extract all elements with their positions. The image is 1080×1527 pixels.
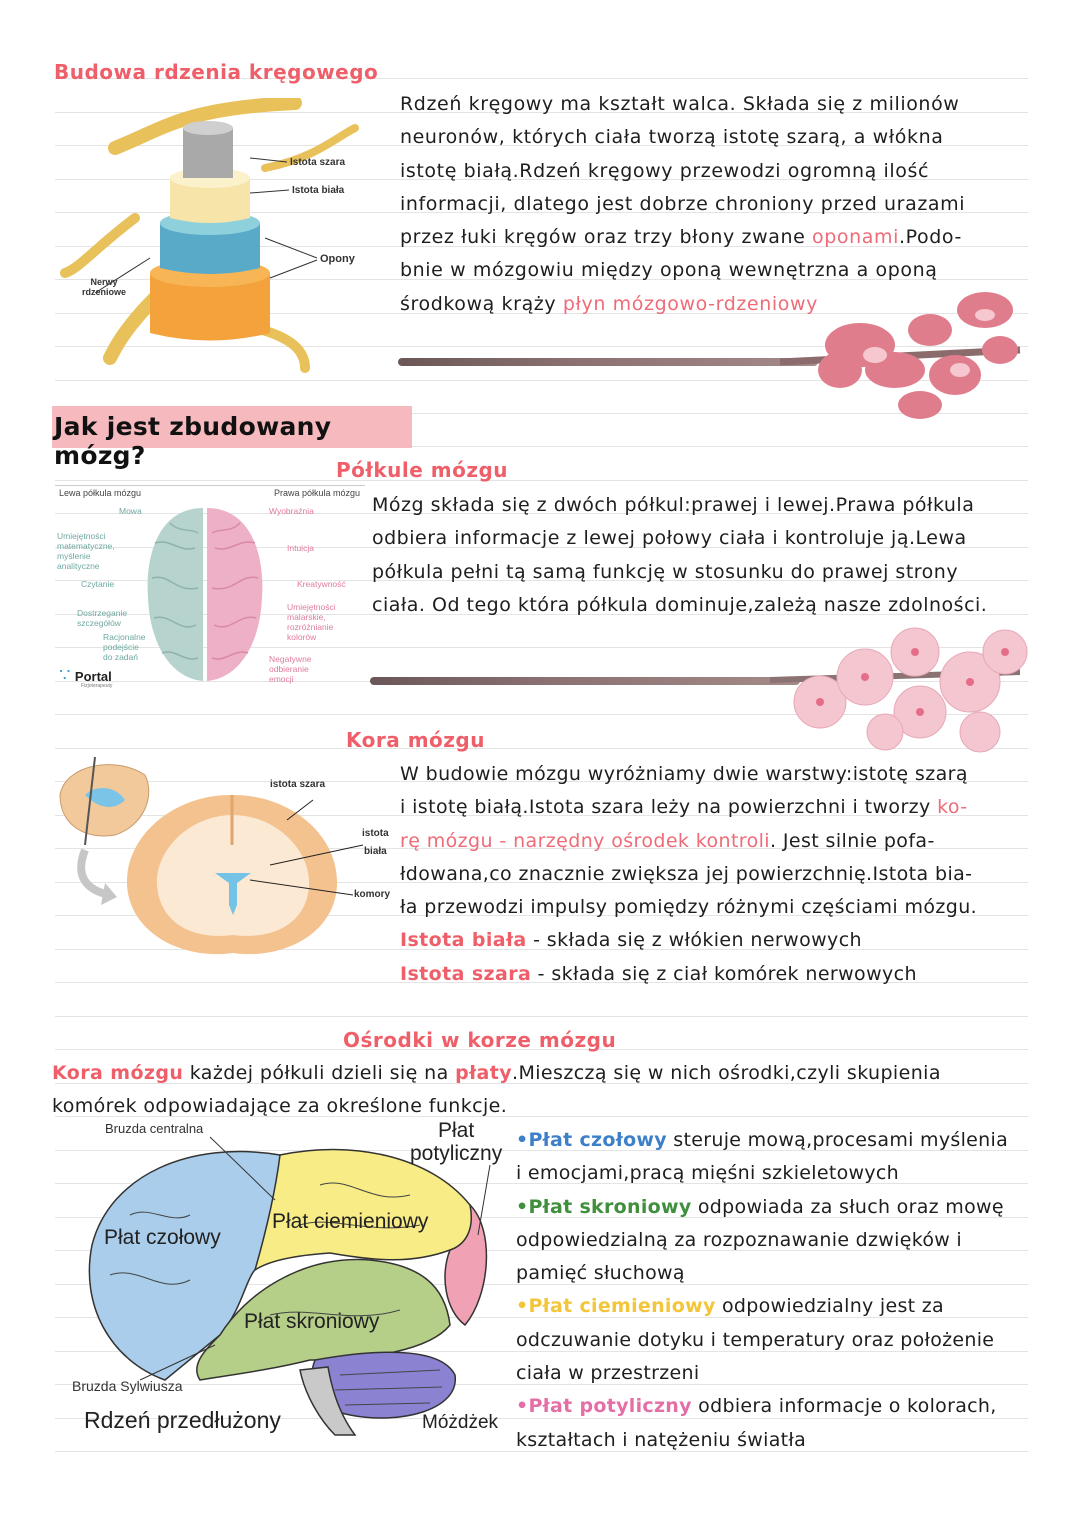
- section-heading-spinal-cord: Budowa rdzenia kręgowego: [54, 60, 379, 84]
- section-heading-lobes: Ośrodki w korze mózgu: [343, 1028, 617, 1052]
- label-white-matter: Istota biała: [292, 185, 345, 196]
- label-central-sulcus: Bruzda centralna: [105, 1121, 204, 1136]
- section-heading-hemispheres: Półkule mózgu: [336, 458, 509, 482]
- label-parietal-lobe: Płat ciemieniowy: [272, 1210, 429, 1233]
- brain-lobes-figure: [70, 1135, 510, 1445]
- decorative-branch-2: [370, 677, 800, 685]
- lobes-intro: Kora mózgu każdej półkuli dzieli się na płaty.Mieszczą się w nich ośrodki,czyli skupienia komórek odpowiadające za określone funkcje.: [52, 1062, 941, 1118]
- portal-logo: ∵ Portal Fizjoterapeuty: [59, 665, 113, 689]
- label-medulla: Rdzeń przedłużony: [84, 1407, 281, 1433]
- main-title-box: [52, 406, 412, 470]
- label-grey-matter: Istota szara: [290, 157, 346, 168]
- label-cortex-grey: istota szara: [270, 779, 326, 790]
- label-ventricles: komory: [354, 889, 391, 900]
- cortex-paragraph: W budowie mózgu wyróżniamy dwie warstwy:istotę szarą i istotę białą.Istota szara leży na powierzchni i tworzy ko- rę mózgu - narzędny ośrodek kontroli. Jest silnie pofa- łdowana,co znacznie zwiększa jej powierzchnię.Istota bia- ła przewodzi impulsy pomiędzy różnymi częściami mózgu. Istota biała - składa się z włókien nerwowych Istota szara - składa się z ciał komórek nerwowych: [400, 763, 978, 985]
- hemispheres-paragraph: Mózg składa się z dwóch półkul:prawej i lewej.Prawa półkula odbiera informacje z lewej połowy ciała i kontroluje ją.Lewa półkula pełni tą samą funkcję w stosunku do prawej strony ciała. Od tego która półkula dominuje,zależą nasze zdolności.: [372, 494, 988, 616]
- spinal-cord-paragraph: Rdzeń kręgowy ma kształt walca. Składa się z milionów neuronów, których ciała tworzą istotę szarą, a włókna istotę białą.Rdzeń kręgowy przewodzi ogromną ilość informacji, dlatego jest dobrze chroniony przed urazami przez łuki kręgów oraz trzy błony zwane oponami.Podo- bnie w mózgowiu między oponą wewnętrzna a oponą środkową krąży płyn mózgowo-rdzeniowy: [400, 93, 966, 315]
- label-cerebellum: Móżdżek: [422, 1412, 499, 1433]
- label-frontal-lobe: Płat czołowy: [104, 1226, 221, 1249]
- cherry-blossom-decoration: [770, 612, 1040, 757]
- label-right-hemisphere: Prawa półkula mózgu: [274, 488, 361, 498]
- hemispheres-figure: Lewa półkula mózgu Prawa półkula mózgu Mowa Umiejętności matematyczne, myślenie analityczne Czytanie Dostrzeganie szczegółów Racjonalne podejście do zadań Wyobraźnia Intuicja Kreatywność Umiejętności malarskie, rozróżnianie kolorów Negatywne odbieranie emocji ∵ Portal Fizjoterapeuty: [55, 485, 365, 707]
- label-spinal-nerves: Nerwy rdzeniowe: [82, 277, 127, 297]
- brain-top-view: [140, 503, 270, 683]
- spinal-cord-figure: [55, 98, 375, 378]
- label-sylvian-fissure: Bruzda Sylwiusza: [72, 1378, 183, 1394]
- label-temporal-lobe: Płat skroniowy: [244, 1310, 380, 1333]
- label-left-hemisphere: Lewa półkula mózgu: [59, 488, 142, 498]
- label-meninges: Opony: [320, 253, 355, 265]
- label-occipital-lobe: Płat potyliczny: [410, 1119, 503, 1165]
- lobes-bullets: •Płat czołowy steruje mową,procesami myślenia i emocjami,pracą mięśni szkieletowych •Płat skroniowy odpowiada za słuch oraz mowę odpowiedzialną za rozpoznawanie dzwięków i pamięć słuchową •Płat ciemieniowy odpowiedzialny jest za odczuwanie dotyku i temperatury oraz położenie ciała w przestrzeni •Płat potyliczny odbiera informacje o kolorach, kształtach i natężeniu światła: [516, 1129, 1009, 1451]
- pink-orchid-decoration: [780, 270, 1050, 420]
- brain-coronal-figure: [55, 755, 395, 975]
- section-heading-cortex: Kora mózgu: [346, 728, 485, 752]
- main-title: Jak jest zbudowany mózg?: [54, 412, 332, 470]
- label-cortex-white: istota biała: [362, 828, 389, 857]
- decorative-branch: [398, 358, 818, 366]
